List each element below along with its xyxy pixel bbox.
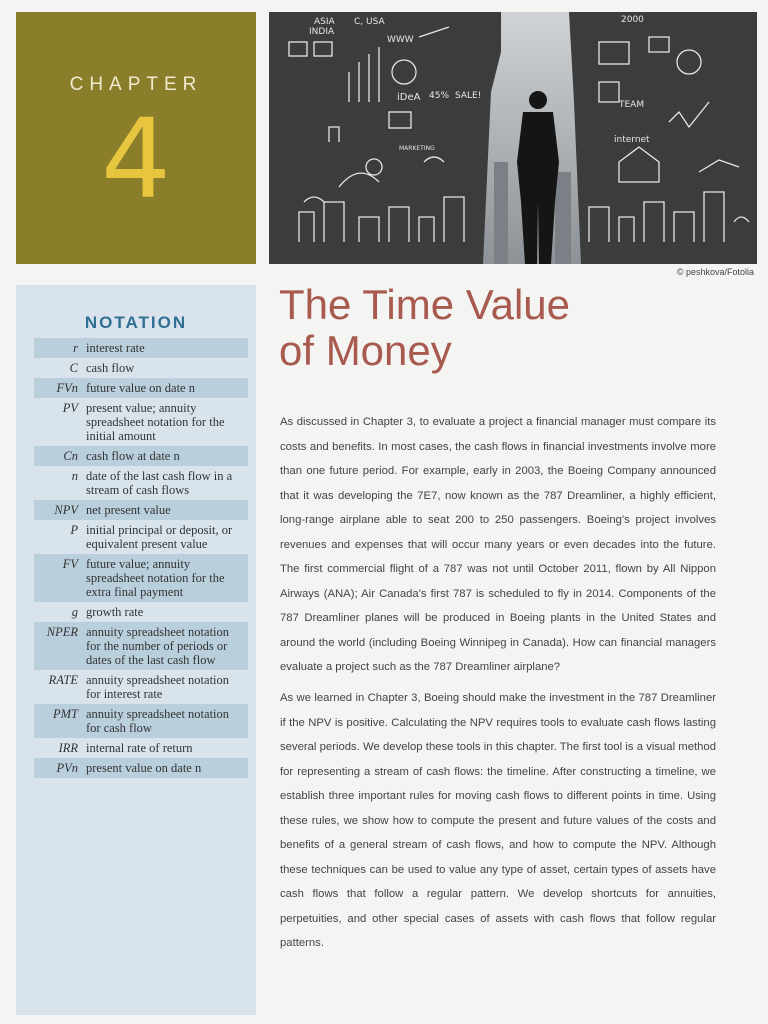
notation-symbol: IRR [58, 741, 78, 755]
chapter-title-line-1: The Time Value [279, 281, 571, 328]
notation-definition: future value on date n [86, 381, 195, 395]
chalk-text: INDIA [309, 27, 335, 37]
notation-definition: net present value [86, 503, 171, 517]
notation-row [34, 520, 248, 554]
chalk-text: WWW [387, 35, 414, 45]
notation-row [34, 602, 248, 622]
notation-sidebar [16, 285, 256, 1015]
notation-symbol: PV [62, 401, 78, 415]
photo-credit: © peshkova/Fotolia [676, 267, 754, 277]
chalk-text: MARKETING [399, 145, 435, 152]
notation-row [34, 758, 248, 778]
chalk-text: 45% [429, 91, 450, 101]
chapter-label: CHAPTER [69, 74, 203, 95]
body-paragraph-2: As we learned in Chapter 3, Boeing should make the investment in the 787 Dreamliner if the NPV is positive. Calculating the NPV requires tools to evaluate cash flows lasting several periods. We develop these tools in this chapter. The first tool is a visual method for representing a stream of cash flows: the timeline. After constructing a timeline, we establish three important rules for moving cash flows to different points in time. Using these rules, we show how to compute the present and future values of the costs and benefits of a general stream of cash flows, and how to compute the NPV. Although these techniques can be used to value any type of asset, certain types of assets have cash flows that follow a regular pattern. We develop shortcuts for annuities, perpetuities, and other special cases of assets with cash flows that follow regular patterns. [280, 692, 716, 949]
notation-symbol: PMT [53, 707, 78, 721]
chalk-text: 2000 [621, 15, 644, 25]
notation-row [34, 704, 248, 738]
chalkboard-illustration [269, 12, 757, 264]
notation-symbol: P [70, 523, 78, 537]
notation-definition: date of the last cash flow in a stream of cash flows [86, 469, 233, 497]
notation-row [34, 378, 248, 398]
chapter-title-line-2: of Money [279, 327, 452, 374]
chapter-box [16, 12, 256, 264]
notation-definition: interest rate [86, 341, 145, 355]
notation-row [34, 398, 248, 446]
notation-symbol: n [71, 469, 78, 483]
notation-definition: annuity spreadsheet notation for the number of periods or dates of the last cash flow [86, 625, 230, 667]
chalk-text: TEAM [619, 100, 645, 110]
notation-definition: internal rate of return [86, 741, 193, 755]
notation-symbol: NPV [54, 503, 78, 517]
notation-definition: cash flow at date n [86, 449, 180, 463]
notation-symbol: g [71, 605, 78, 619]
chalk-text: iDeA [397, 92, 421, 103]
notation-definition: annuity spreadsheet notation for cash flow [86, 707, 230, 735]
notation-symbol: C [69, 361, 78, 375]
notation-symbol: FVn [56, 381, 78, 395]
chalk-text: internet [614, 135, 650, 145]
notation-row [34, 338, 248, 358]
notation-definition: present value; annuity spreadsheet notation for the initial amount [86, 401, 225, 443]
notation-row [34, 446, 248, 466]
body-paragraph-1: As discussed in Chapter 3, to evaluate a project a financial manager must compare its costs and benefits. In most cases, the cash flows in financial investments involve more than one future period. For example, early in 2003, the Boeing Company announced that it was developing the 7E7, now known as the 787 Dreamliner, a highly efficient, long-range airplane able to seat 200 to 250 passengers. Boeing's project involves revenues and expenses that will occur many years or even decades into the future. The first commercial flight of a 787 was not until October 2011, flown by All Nippon Airways (ANA); Air Canada's first 787 is scheduled to fly in 2014. Components of the 787 Dreamliner planes will be produced in Boeing plants in the United States and around the world (including Boeing Winnipeg in Canada). How can financial managers evaluate a project such as the 787 Dreamliner airplane? [280, 416, 716, 673]
notation-row [34, 670, 248, 704]
notation-definition: future value; annuity spreadsheet notation for the extra final payment [86, 557, 225, 599]
notation-symbol: r [73, 341, 78, 355]
chapter-title [279, 282, 749, 374]
notation-definition: growth rate [86, 605, 144, 619]
chapter-photo [269, 12, 757, 264]
notation-list [34, 338, 248, 778]
notation-row [34, 500, 248, 520]
notation-symbol: PVn [56, 761, 78, 775]
notation-symbol: NPER [46, 625, 78, 639]
notation-row [34, 622, 248, 670]
notation-row [34, 554, 248, 602]
chalk-text: C, USA [354, 17, 385, 27]
chalk-text: SALE! [455, 91, 482, 101]
notation-symbol: FV [62, 557, 78, 571]
notation-definition: initial principal or deposit, or equivalent present value [86, 523, 233, 551]
notation-row [34, 466, 248, 500]
chalk-text: ASIA [314, 17, 335, 27]
notation-row [34, 738, 248, 758]
notation-symbol: Cn [63, 449, 78, 463]
notation-row [34, 358, 248, 378]
chapter-number: 4 [101, 95, 171, 223]
notation-title: NOTATION [84, 313, 188, 332]
notation-definition: present value on date n [86, 761, 202, 775]
notation-symbol: RATE [48, 673, 78, 687]
notation-definition: annuity spreadsheet notation for interest rate [86, 673, 230, 701]
notation-definition: cash flow [86, 361, 135, 375]
